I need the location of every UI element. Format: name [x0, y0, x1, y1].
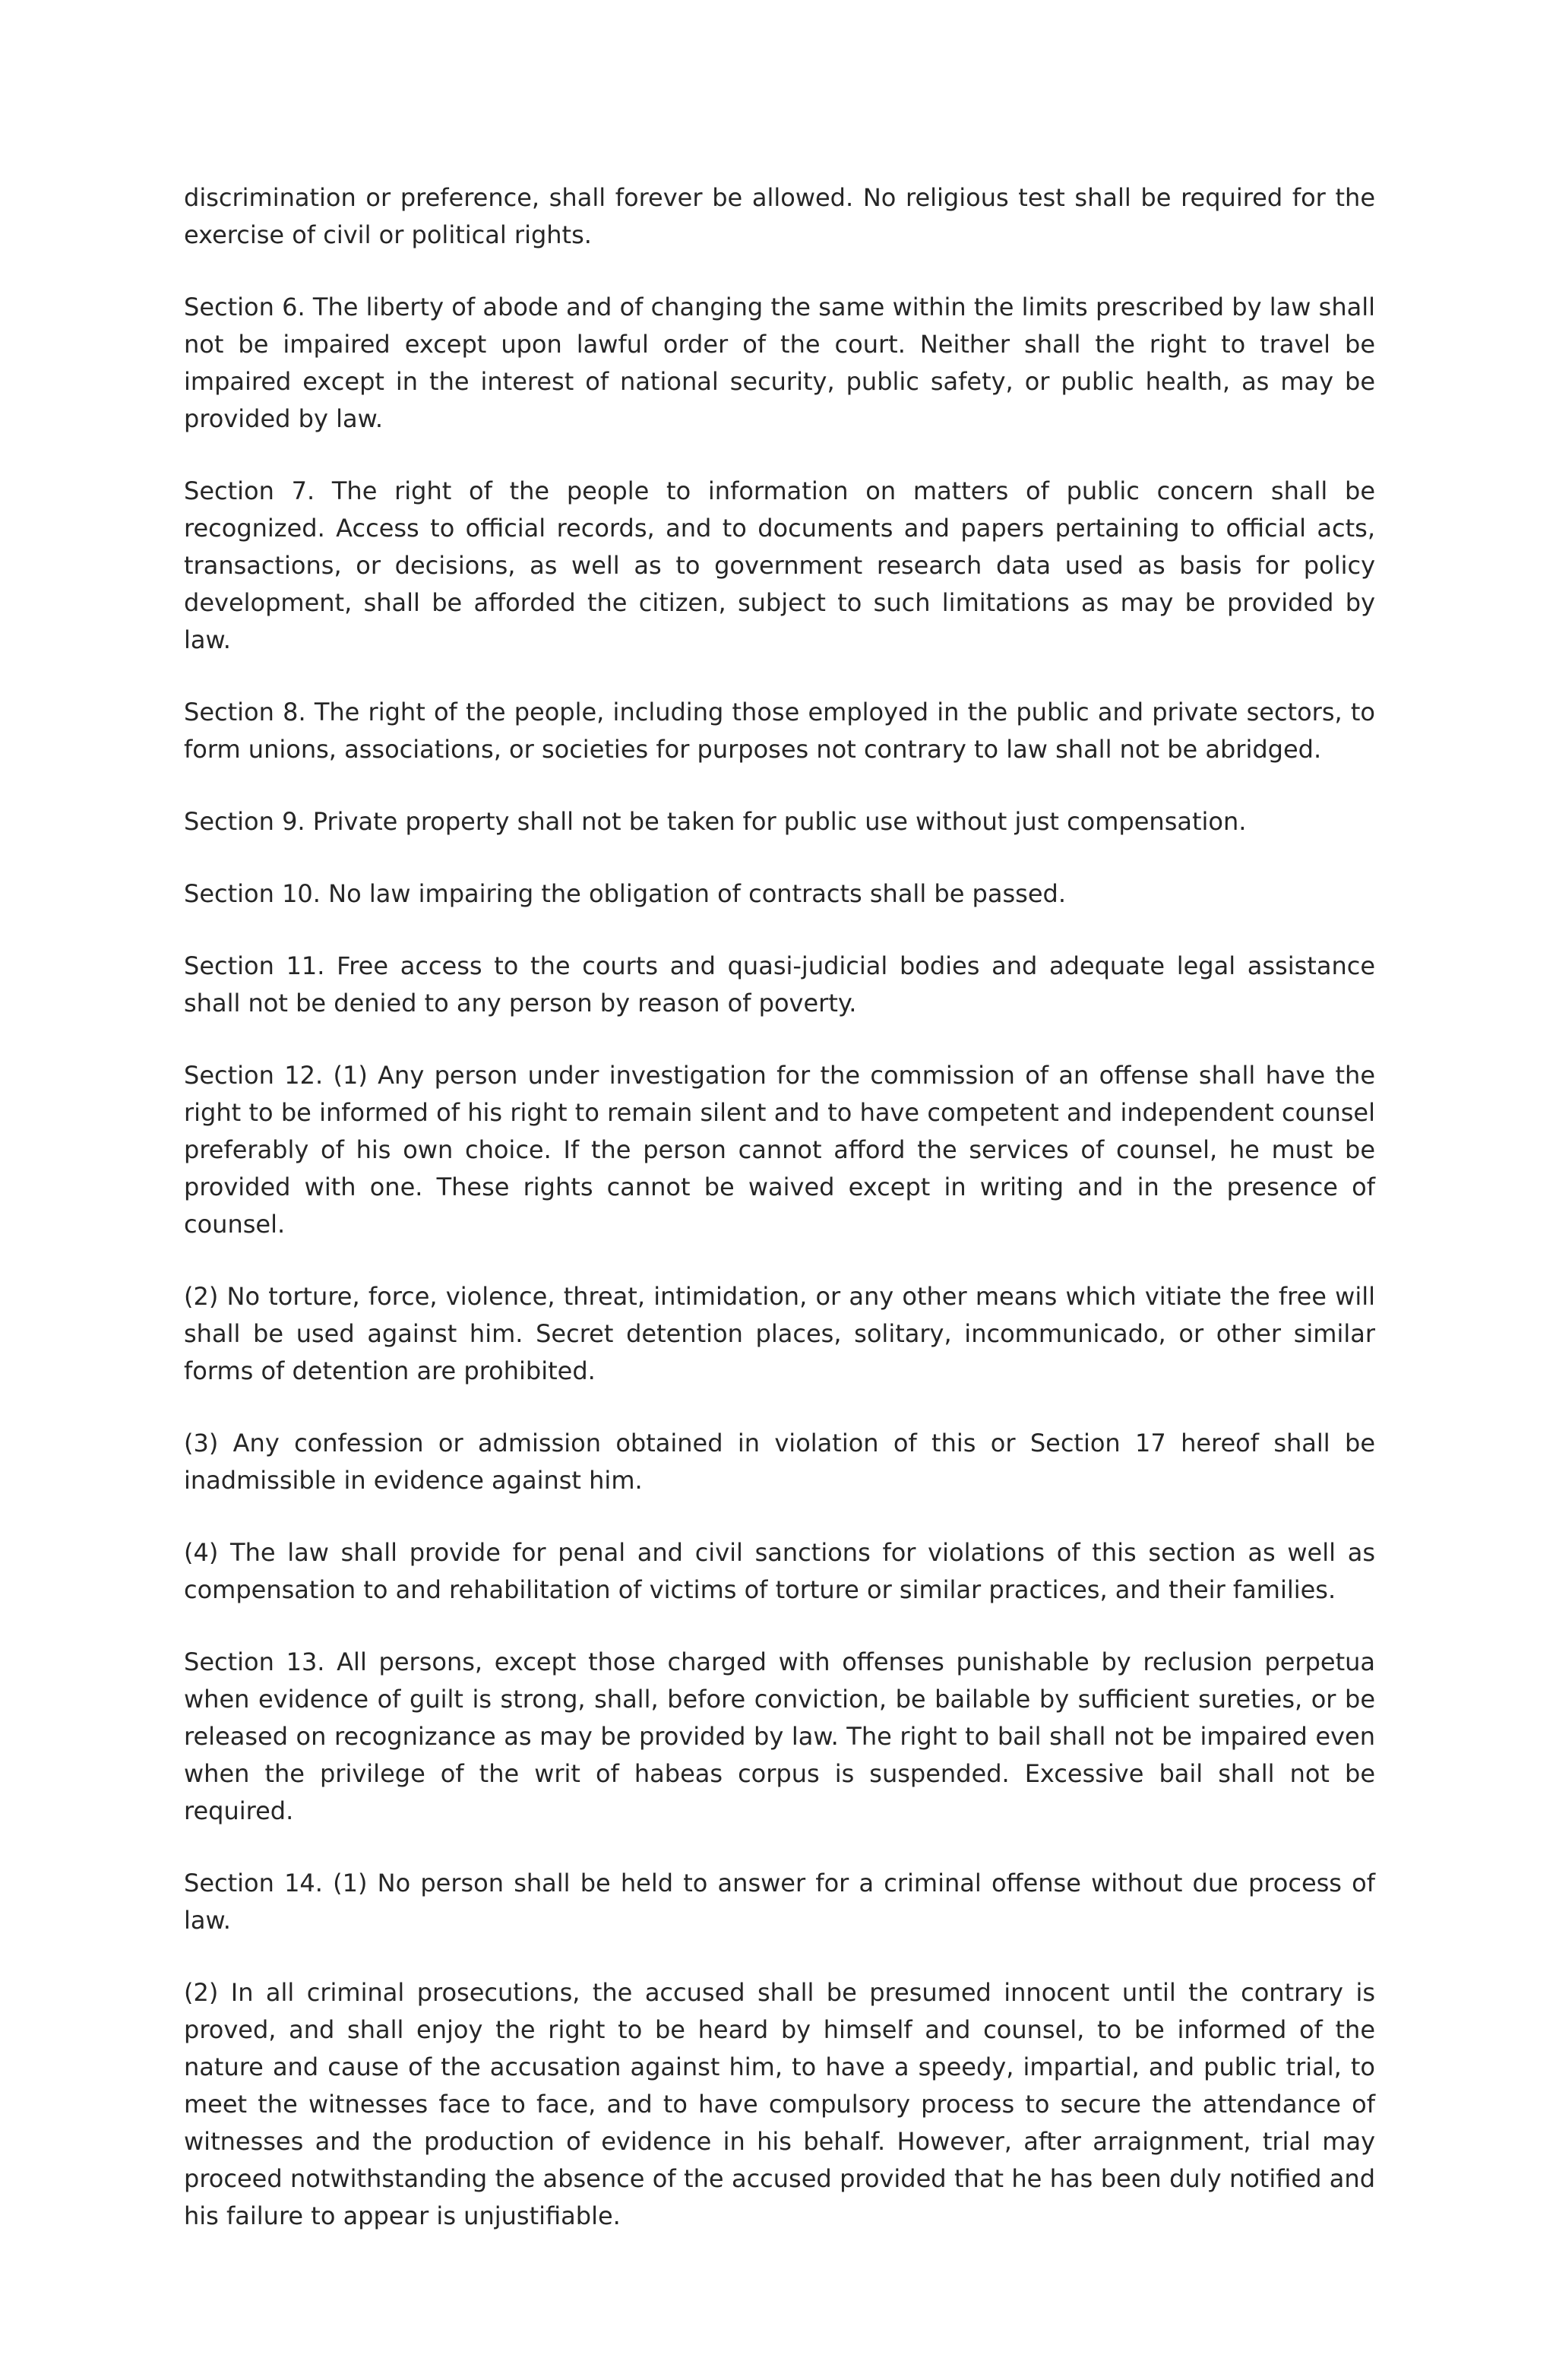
- paragraph-section-11: Section 11. Free access to the courts and quasi-judicial bodies and adequate legal assistance shall not be denied to any person by reason of poverty.: [184, 951, 1375, 1018]
- paragraph-section-10: Section 10. No law impairing the obligation of contracts shall be passed.: [184, 879, 1066, 908]
- paragraph-section-12-3: (3) Any confession or admission obtained in violation of this or Section 17 hereof shall be inadmissible in evidence against him.: [184, 1429, 1375, 1495]
- paragraph-section-12-1: Section 12. (1) Any person under investigation for the commission of an offense shall have the right to be informed of his right to remain silent and to have competent and independent counsel preferably of his own choice. If the person cannot afford the services of counsel, he must be provided with one. These rights cannot be waived except in writing and in the presence of counsel.: [184, 1061, 1375, 1239]
- paragraph-section-12-4: (4) The law shall provide for penal and civil sanctions for violations of this section as well as compensation to and rehabilitation of victims of torture or similar practices, and their families.: [184, 1538, 1375, 1604]
- paragraph-section-14-1: Section 14. (1) No person shall be held to answer for a criminal offense without due process of law.: [184, 1869, 1375, 1935]
- paragraph-section-5-continued: discrimination or preference, shall forever be allowed. No religious test shall be required for the exercise of civil or political rights.: [184, 183, 1375, 249]
- paragraph-section-8: Section 8. The right of the people, including those employed in the public and private sectors, to form unions, associations, or societies for purposes not contrary to law shall not be abridged.: [184, 698, 1375, 764]
- paragraph-section-14-2: (2) In all criminal prosecutions, the accused shall be presumed innocent until the contrary is proved, and shall enjoy the right to be heard by himself and counsel, to be informed of the nature and cause of the accusation against him, to have a speedy, impartial, and public trial, to meet the witnesses face to face, and to have compulsory process to secure the attendance of witnesses and the production of evidence in his behalf. However, after arraignment, trial may proceed notwithstanding the absence of the accused provided that he has been duly notified and his failure to appear is unjustifiable.: [184, 1978, 1375, 2230]
- paragraph-section-7: Section 7. The right of the people to information on matters of public concern shall be recognized. Access to official records, and to documents and papers pertaining to official acts, transactions, or decisions, as well as to government research data used as basis for policy development, shall be afforded the citizen, subject to such limitations as may be provided by law.: [184, 476, 1375, 654]
- paragraph-section-6: Section 6. The liberty of abode and of changing the same within the limits prescribed by law shall not be impaired except upon lawful order of the court. Neither shall the right to travel be impaired except in the interest of national security, public safety, or public health, as may be provided by law.: [184, 293, 1375, 433]
- paragraph-section-13: Section 13. All persons, except those charged with offenses punishable by reclusion perpetua when evidence of guilt is strong, shall, before conviction, be bailable by sufficient sureties, or be released on recognizance as may be provided by law. The right to bail shall not be impaired even when the privilege of the writ of habeas corpus is suspended. Excessive bail shall not be required.: [184, 1647, 1375, 1825]
- paragraph-section-12-2: (2) No torture, force, violence, threat, intimidation, or any other means which vitiate the free will shall be used against him. Secret detention places, solitary, incommunicado, or other similar forms of detention are prohibited.: [184, 1282, 1375, 1385]
- document-page: [184, 179, 1375, 2270]
- paragraph-section-9: Section 9. Private property shall not be taken for public use without just compensation.: [184, 807, 1247, 836]
